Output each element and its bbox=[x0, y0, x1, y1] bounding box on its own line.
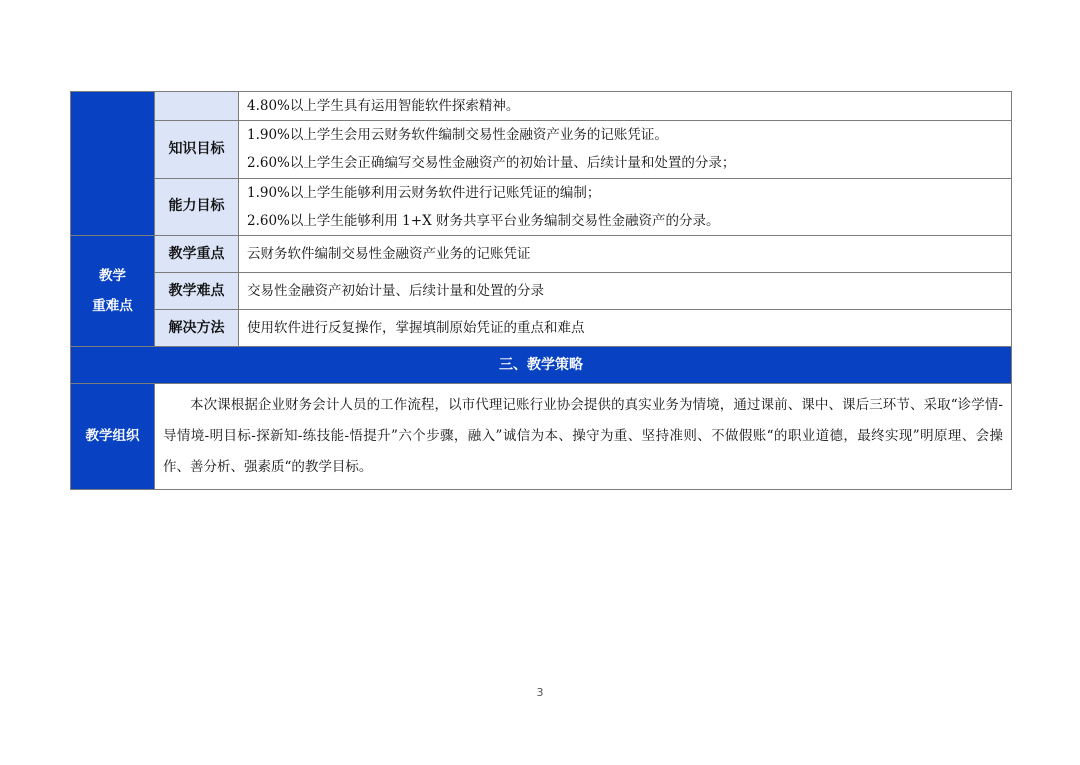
key-points-category-line2: 重难点 bbox=[92, 297, 133, 314]
key-point-row bbox=[71, 309, 1012, 346]
key-point-row bbox=[71, 235, 1012, 272]
teaching-difficulty-value: 交易性金融资产初始计量、后续计量和处置的分录 bbox=[239, 272, 1012, 309]
key-point-row bbox=[71, 272, 1012, 309]
teaching-organization-text: 本次课根据企业财务会计人员的工作流程，以市代理记账行业协会提供的真实业务为情境，通过课前、课中、课后三环节、采取“诊学情-导情境-明目标-探新知-练技能-悟提升”六个步骤，融入”诚信为本、操守为重、坚持准则、不做假账“的职业道德，最终实现”明原理、会操作、善分析、强素质“的教学目标。 bbox=[155, 383, 1012, 489]
page-number: 3 bbox=[536, 686, 544, 699]
objective-item: 1.90%以上学生会用云财务软件编制交易性金融资产业务的记账凭证。 bbox=[247, 127, 668, 144]
objective-item: 2.60%以上学生会正确编写交易性金融资产的初始计量、后续计量和处置的分录； bbox=[247, 155, 736, 172]
objective-continued-label-cell bbox=[155, 92, 239, 121]
key-points-category-line1: 教学 bbox=[99, 267, 126, 284]
objective-row-ability bbox=[71, 178, 1012, 235]
teaching-organization-row bbox=[71, 383, 1012, 489]
ability-objective-label: 能力目标 bbox=[155, 178, 239, 235]
knowledge-objective-label: 知识目标 bbox=[155, 121, 239, 178]
section-header-row bbox=[71, 346, 1012, 383]
teaching-plan-table bbox=[70, 91, 1012, 490]
section-title: 三、教学策略 bbox=[71, 346, 1012, 383]
knowledge-objective-content bbox=[239, 121, 1012, 178]
objective-item: 1.90%以上学生能够利用云财务软件进行记账凭证的编制； bbox=[247, 184, 601, 201]
objective-row-knowledge bbox=[71, 121, 1012, 178]
solution-method-label: 解决方法 bbox=[155, 309, 239, 346]
objectives-category-cell bbox=[71, 92, 155, 236]
objective-row-emotional-continued bbox=[71, 92, 1012, 121]
teaching-organization-label: 教学组织 bbox=[71, 383, 155, 489]
objective-item: 4.80%以上学生具有运用智能软件探索精神。 bbox=[247, 98, 520, 114]
ability-objective-content bbox=[239, 178, 1012, 235]
teaching-difficulty-label: 教学难点 bbox=[155, 272, 239, 309]
objective-item: 2.60%以上学生能够利用 1+X 财务共享平台业务编制交易性金融资产的分录。 bbox=[247, 212, 720, 229]
solution-method-value: 使用软件进行反复操作，掌握填制原始凭证的重点和难点 bbox=[239, 309, 1012, 346]
teaching-focus-value: 云财务软件编制交易性金融资产业务的记账凭证 bbox=[239, 235, 1012, 272]
objective-continued-content bbox=[239, 92, 1012, 121]
teaching-focus-label: 教学重点 bbox=[155, 235, 239, 272]
key-points-category-cell bbox=[71, 235, 155, 346]
